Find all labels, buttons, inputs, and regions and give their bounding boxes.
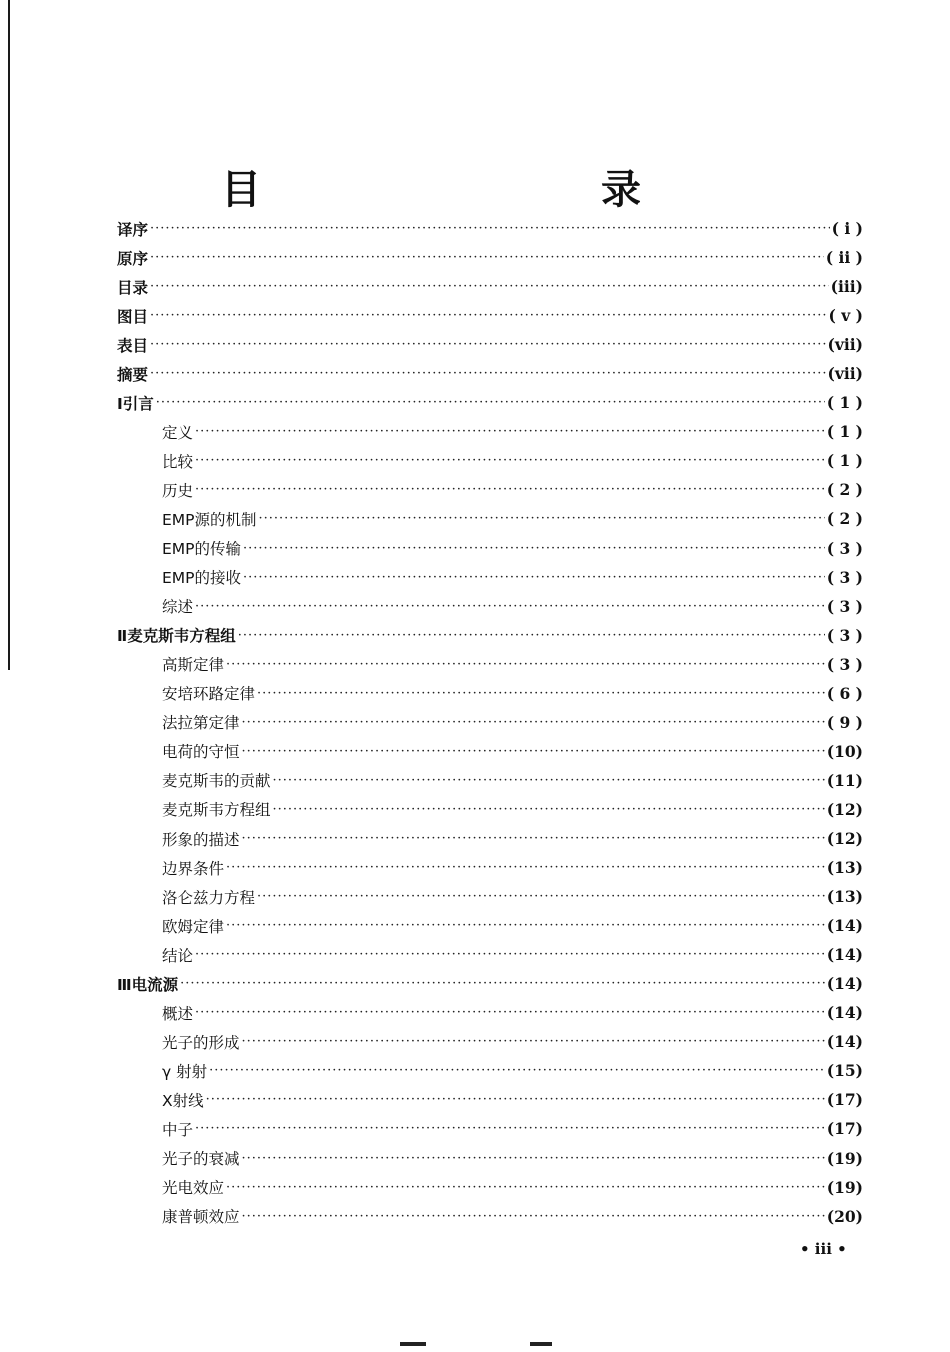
toc-entry-page: ( 3 ) (826, 625, 863, 645)
toc-dot-leader (150, 308, 827, 323)
toc-entry-label: γ 射射 (162, 1062, 208, 1081)
toc-entry-label: Ⅲ电流源 (117, 975, 179, 994)
toc-entry-page: ( ii ) (825, 248, 863, 268)
toc-dot-leader (242, 1034, 825, 1049)
toc-entry (117, 1027, 863, 1056)
toc-entry-label: 概述 (162, 1004, 194, 1023)
toc-entry (117, 272, 863, 301)
toc-entry-page: ( 3 ) (826, 596, 863, 616)
toc-entry-label: 图目 (117, 307, 149, 326)
toc-entry-page: ( 3 ) (826, 567, 863, 587)
toc-dot-leader (150, 250, 824, 265)
toc-entry-page: (14) (826, 916, 863, 936)
toc-entry-label: X射线 (162, 1091, 204, 1110)
toc-entry-page: (14) (826, 1003, 863, 1023)
toc-dot-leader (209, 1063, 825, 1078)
toc-dot-leader (195, 1005, 825, 1020)
toc-entry (117, 1114, 863, 1143)
toc-entry-label: 边界条件 (162, 859, 225, 878)
toc-entry (117, 446, 863, 475)
toc-dot-leader (257, 686, 825, 701)
toc-entry (117, 882, 863, 911)
toc-dot-leader (242, 1151, 825, 1166)
toc-entry-page: ( 9 ) (826, 712, 863, 732)
toc-entry (117, 534, 863, 563)
toc-entry-label: 中子 (162, 1120, 194, 1139)
toc-entry (117, 998, 863, 1027)
toc-entry-page: (14) (826, 974, 863, 994)
toc-dot-leader (195, 947, 825, 962)
toc-dot-leader (195, 453, 825, 468)
toc-entry-label: 摘要 (117, 365, 149, 384)
toc-dot-leader (195, 1121, 825, 1136)
toc-entry-page: (14) (826, 945, 863, 965)
toc-entry-page: ( 6 ) (826, 683, 863, 703)
toc-dot-leader (150, 221, 830, 236)
toc-entry (117, 650, 863, 679)
page-title: 目 录 (221, 166, 791, 213)
toc-entry-label: 光子的形成 (162, 1033, 240, 1052)
toc-entry (117, 824, 863, 853)
toc-entry (117, 679, 863, 708)
toc-entry (117, 417, 863, 446)
toc-entry-label: 高斯定律 (162, 656, 225, 675)
toc-dot-leader (206, 1092, 825, 1107)
toc-entry-page: (17) (826, 1090, 863, 1110)
toc-dot-leader (195, 424, 825, 439)
toc-entry-label: 历史 (162, 481, 194, 500)
page-number: • iii • (800, 1240, 847, 1258)
toc-entry (117, 330, 863, 359)
toc-entry-label: 洛仑兹力方程 (162, 888, 256, 907)
toc-entry (117, 766, 863, 795)
toc-entry (117, 214, 863, 243)
toc-dot-leader (273, 802, 825, 817)
toc-entry-page: (19) (826, 1177, 863, 1197)
toc-entry-page: ( 1 ) (826, 451, 863, 471)
toc-dot-leader (156, 395, 825, 410)
toc-entry-label: 形象的描述 (162, 830, 240, 849)
toc-dot-leader (242, 744, 825, 759)
toc-dot-leader (195, 482, 825, 497)
toc-dot-leader (242, 715, 825, 730)
toc-entry (117, 1202, 863, 1231)
toc-entry-page: (15) (826, 1061, 863, 1081)
toc-entry (117, 969, 863, 998)
toc-dot-leader (238, 628, 825, 643)
toc-dot-leader (257, 889, 825, 904)
toc-entry-page: ( 3 ) (826, 654, 863, 674)
toc-entry-page: ( 3 ) (826, 538, 863, 558)
toc-entry-label: EMP的传输 (162, 540, 242, 559)
toc-entry-page: (11) (826, 770, 863, 790)
toc-entry-page: (13) (826, 858, 863, 878)
toc-entry (117, 737, 863, 766)
toc-dot-leader (242, 831, 825, 846)
toc-dot-leader (242, 1209, 825, 1224)
toc-entry-page: (13) (826, 887, 863, 907)
toc-dot-leader (195, 599, 825, 614)
toc-entry (117, 911, 863, 940)
toc-entry-page: (17) (826, 1119, 863, 1139)
toc-dot-leader (226, 918, 825, 933)
toc-entry (117, 504, 863, 533)
toc-entry-label: 结论 (162, 946, 194, 965)
toc-entry-page: (iii) (830, 277, 863, 297)
toc-dot-leader (150, 366, 826, 381)
toc-entry-page: ( v ) (828, 306, 863, 326)
toc-entry-label: 综述 (162, 598, 194, 617)
toc-entry (117, 359, 863, 388)
toc-entry-label: Ⅰ引言 (117, 394, 154, 413)
toc-entry (117, 621, 863, 650)
toc-entry-page: (vii) (827, 364, 863, 384)
toc-dot-leader (243, 541, 825, 556)
toc-entry-label: 光子的衰减 (162, 1150, 240, 1169)
toc-entry-label: 法拉第定律 (162, 714, 240, 733)
toc-entry-page: (vii) (827, 335, 863, 355)
toc-entry-label: Ⅱ麦克斯韦方程组 (117, 627, 236, 646)
toc-entry-label: EMP的接收 (162, 569, 242, 588)
page-edge-line (8, 0, 10, 670)
toc-entry-label: 目录 (117, 278, 149, 297)
toc-entry-label: 光电效应 (162, 1179, 225, 1198)
toc-entry-label: 电荷的守恒 (162, 743, 240, 762)
toc-dot-leader (226, 860, 825, 875)
toc-entry (117, 795, 863, 824)
toc-entry-label: EMP源的机制 (162, 510, 257, 529)
toc-entry (117, 563, 863, 592)
toc-entry-page: (10) (826, 741, 863, 761)
toc-entry-label: 比较 (162, 452, 194, 471)
toc-entry-page: (14) (826, 1032, 863, 1052)
toc-entry-page: ( 1 ) (826, 393, 863, 413)
toc-entry-page: ( 1 ) (826, 422, 863, 442)
toc-entry (117, 243, 863, 272)
toc-dot-leader (180, 976, 825, 991)
toc-dot-leader (150, 337, 826, 352)
toc-dot-leader (273, 773, 825, 788)
toc-entry-label: 欧姆定律 (162, 917, 225, 936)
toc-entry-label: 麦克斯韦的贡献 (162, 772, 271, 791)
toc-entry (117, 301, 863, 330)
toc-dot-leader (259, 511, 825, 526)
toc-dot-leader (226, 1180, 825, 1195)
toc-entry (117, 388, 863, 417)
toc-entry-page: (12) (826, 799, 863, 819)
toc-entry (117, 592, 863, 621)
toc-entry (117, 1056, 863, 1085)
toc-entry-label: 定义 (162, 423, 194, 442)
toc-entry (117, 1085, 863, 1114)
next-page-title-fragment (398, 1336, 558, 1352)
toc-entry (117, 475, 863, 504)
toc-entry-label: 安培环路定律 (162, 685, 256, 704)
table-of-contents (117, 214, 863, 1231)
toc-entry-page: (20) (826, 1206, 863, 1226)
toc-entry (117, 853, 863, 882)
toc-dot-leader (150, 279, 829, 294)
toc-entry-label: 表目 (117, 336, 149, 355)
toc-entry-page: (19) (826, 1148, 863, 1168)
toc-entry-label: 康普顿效应 (162, 1208, 240, 1227)
toc-entry (117, 708, 863, 737)
toc-dot-leader (226, 657, 825, 672)
toc-entry (117, 940, 863, 969)
toc-entry-page: ( 2 ) (826, 480, 863, 500)
toc-dot-leader (243, 570, 825, 585)
toc-entry-label: 原序 (117, 249, 149, 268)
toc-entry (117, 1173, 863, 1202)
toc-entry-label: 麦克斯韦方程组 (162, 801, 271, 820)
toc-entry-label: 译序 (117, 220, 149, 239)
toc-entry-page: ( 2 ) (826, 509, 863, 529)
toc-entry-page: ( i ) (831, 219, 863, 239)
toc-entry-page: (12) (826, 829, 863, 848)
toc-entry (117, 1144, 863, 1173)
